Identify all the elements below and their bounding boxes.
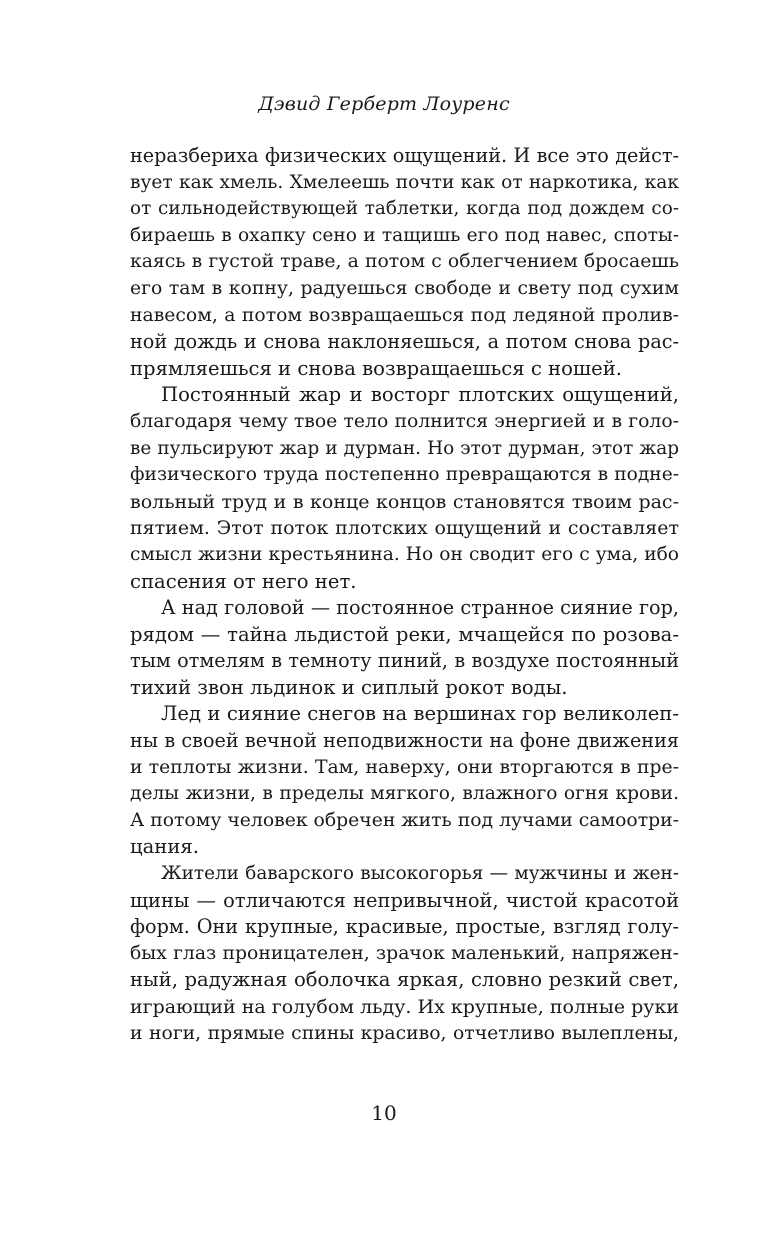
- text-line: его там в копну, радуешься свободе и свету под сухим: [130, 277, 679, 299]
- text-line: А над головой — постоянное странное сияние гор,: [161, 596, 679, 620]
- paragraph: [130, 861, 679, 1047]
- text-line: смысл жизни крестьянина. Но он сводит его с ума, ибо: [130, 543, 679, 565]
- text-line: ной дождь и снова наклоняешься, а потом снова рас-: [130, 330, 679, 354]
- paragraph: [130, 143, 679, 382]
- page-number: 10: [371, 1101, 397, 1125]
- text-line: пятием. Этот поток плотских ощущений и составляет: [130, 517, 679, 540]
- paragraph: [130, 701, 679, 861]
- paragraph: [130, 382, 679, 595]
- text-line: вует как хмель. Хмелеешь почти как от наркотика, как: [130, 171, 679, 193]
- text-line: спасения от него нет.: [130, 569, 357, 593]
- text-line: Жители баварского высокогорья — мужчины и жен-: [161, 863, 679, 885]
- text-line: А потому человек обречен жить под лучами самоотри-: [130, 809, 679, 831]
- text-line: и теплоты жизни. Там, наверху, они вторгаются в пре-: [130, 756, 679, 778]
- text-line: вольный труд и в конце концов становятся твоим рас-: [130, 490, 679, 513]
- text-line: прямляешься и снова возвращаешься с ношей.: [130, 356, 622, 380]
- text-line: рядом — тайна льдистой реки, мчащейся по розова-: [130, 622, 679, 646]
- text-line: неразбериха физических ощущений. И все это дейст-: [130, 144, 679, 167]
- text-line: каясь в густой траве, а потом с облегчением бросаешь: [130, 251, 679, 273]
- text-line: ве пульсируют жар и дурман. Но этот дурман, этот жар: [130, 437, 679, 459]
- paragraph: [130, 595, 679, 701]
- text-line: Лед и сияние снегов на вершинах гор великолеп-: [161, 702, 679, 726]
- body-text: [130, 143, 679, 1047]
- text-line: благодаря чему твое тело полнится энергией и в голо-: [130, 410, 679, 432]
- text-line: ный, радужная оболочка яркая, словно резкий свет,: [130, 968, 679, 992]
- text-line: и ноги, прямые спины красиво, отчетливо вылеплены,: [130, 1022, 679, 1044]
- running-head: Дэвид Герберт Лоуренс: [258, 93, 510, 115]
- text-line: делы жизни, в пределы мягкого, влажного огня крови.: [130, 783, 679, 805]
- text-line: тым отмелям в темноту пиний, в воздухе постоянный: [130, 649, 679, 673]
- text-line: бираешь в охапку сено и тащишь его под навес, споты-: [130, 224, 679, 246]
- text-line: щины — отличаются непривычной, чистой красотой: [130, 888, 679, 912]
- text-line: бых глаз проницателен, зрачок маленький, напряжен-: [130, 942, 679, 964]
- text-line: физического труда постепенно превращаются в подне-: [130, 464, 679, 486]
- text-line: от сильнодействующей таблетки, когда под дождем со-: [130, 198, 679, 220]
- text-line: навесом, а потом возвращаешься под ледяной пролив-: [130, 304, 679, 326]
- text-line: форм. Они крупные, красивые, простые, взгляд голу-: [130, 915, 679, 939]
- text-line: цания.: [130, 835, 199, 859]
- text-line: играющий на голубом льду. Их крупные, полные руки: [130, 996, 679, 1018]
- text-line: тихий звон льдинок и сиплый рокот воды.: [130, 675, 568, 699]
- text-line: Постоянный жар и восторг плотских ощущений,: [161, 383, 679, 407]
- text-line: ны в своей вечной неподвижности на фоне движения: [130, 729, 679, 753]
